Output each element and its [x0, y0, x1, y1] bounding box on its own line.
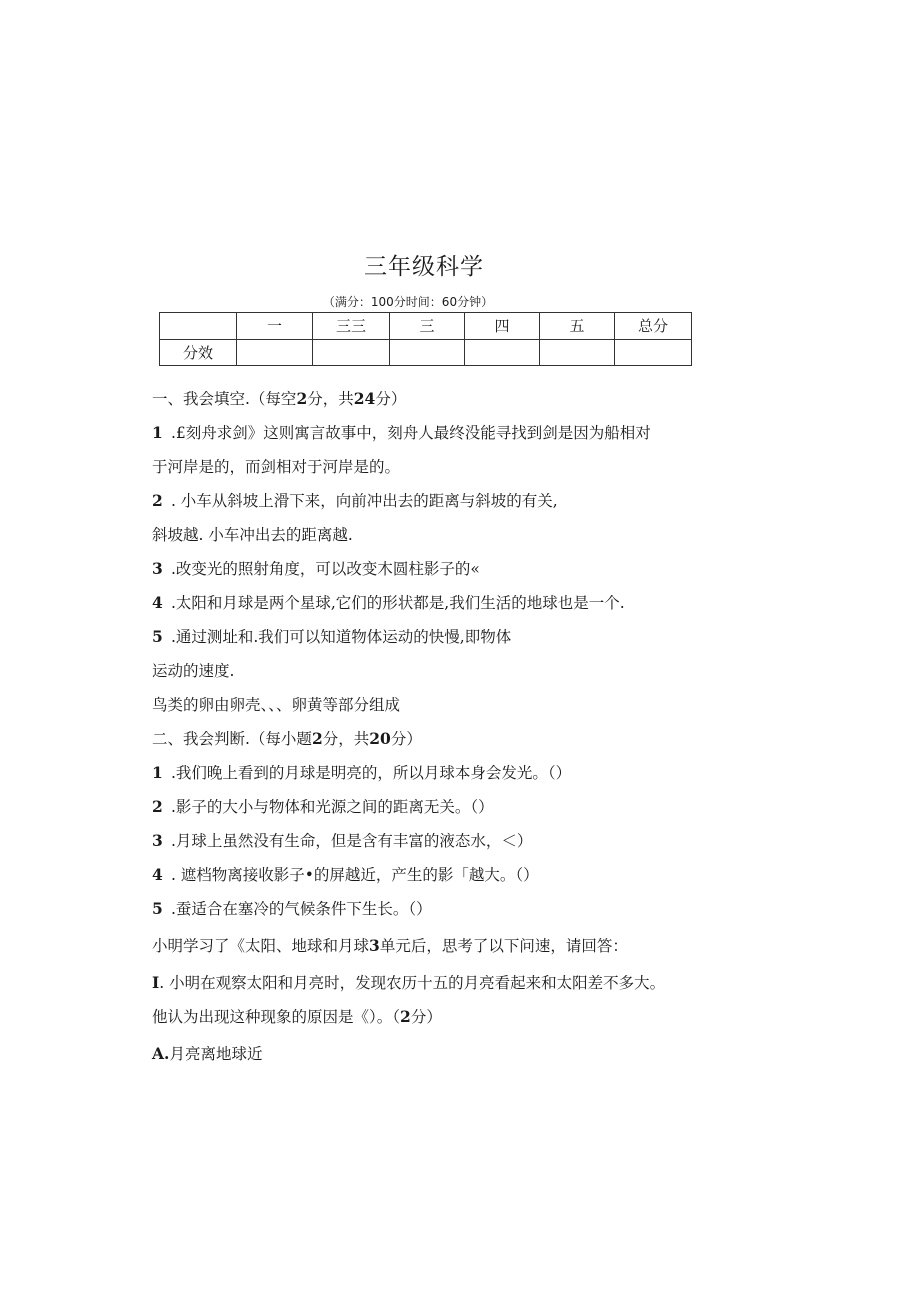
exam-info: （满分：100分时间：60分钟）: [322, 295, 494, 309]
question-number: 1: [152, 423, 163, 442]
question-number: 4: [152, 865, 163, 884]
judge-question-2: [152, 796, 872, 830]
fill-question-2-continued: 斜坡越. 小车冲出去的距离越.: [152, 526, 353, 544]
answer-question-1-continued: 他认为出现这种现象的原因是《）。（2分）: [152, 1007, 442, 1026]
question-text: .我们晚上看到的月球是明亮的，所以月球本身会发光。（）: [170, 764, 572, 782]
question-text: .改变光的照射角度，可以改变木圆柱影子的«: [170, 560, 480, 578]
option-text: 月亮离地球近: [169, 1045, 263, 1063]
judge-question-1: [152, 762, 872, 796]
fill-question-2: [152, 490, 872, 524]
question-number: I: [152, 973, 160, 992]
page-title: 三年级科学: [364, 254, 484, 280]
question-text: .£刻舟求剑》这则寓言故事中，刻舟人最终没能寻找到剑是因为船相对: [170, 424, 651, 442]
fill-question-3: [152, 558, 872, 592]
question-number: 5: [152, 899, 163, 918]
question-text: . 小明在观察太阳和月亮时，发现农历十五的月亮看起来和太阳差不多大。: [159, 974, 666, 992]
fill-question-5-continued: 运动的速度.: [152, 662, 235, 680]
fill-question-5: [152, 626, 872, 660]
fill-question-1-continued: 于河岸是的，而剑相对于河岸是的。: [152, 458, 401, 476]
score-header-cell: 总分: [615, 313, 692, 340]
question-number: 3: [152, 559, 163, 578]
score-cell[interactable]: [540, 339, 615, 366]
question-number: 3: [152, 831, 163, 850]
score-table-score-row: [160, 339, 692, 366]
section-1-heading: 一、我会填空.（每空2分，共24分）: [152, 389, 407, 408]
question-text: . 遮档物离接收影子•的屏越近，产生的影「越大。（）: [170, 866, 539, 884]
option-label: A.: [152, 1044, 170, 1063]
exam-content: [152, 388, 872, 1077]
section-3-intro: 小明学习了《太阳、地球和月球3单元后，思考了以下问速，请回答：: [152, 936, 628, 955]
fill-question-6: 鸟类的卵由卵壳、、、卵黄等部分组成: [152, 696, 401, 714]
judge-question-3: [152, 830, 872, 864]
question-number: 2: [152, 491, 163, 510]
fill-question-1: [152, 422, 872, 456]
question-text: .影子的大小与物体和光源之间的距离无关。（）: [170, 798, 494, 816]
question-number: 5: [152, 627, 163, 646]
score-header-cell: [160, 313, 237, 340]
question-text: .太阳和月球是两个星球,它们的形状都是,我们生活的地球也是一个.: [170, 594, 625, 612]
question-text: .月球上虽然没有生命，但是含有丰富的液态水，＜）: [170, 832, 533, 850]
question-text: . 小车从斜坡上滑下来，向前冲出去的距离与斜坡的有关,: [170, 492, 558, 510]
section-2-heading: 二、我会判断.（每小题2分，共20分）: [152, 729, 422, 748]
judge-question-5: [152, 898, 872, 935]
score-header-cell: 一: [237, 313, 313, 340]
question-number: 1: [152, 763, 163, 782]
question-number: 2: [152, 797, 163, 816]
score-header-cell: 五: [540, 313, 615, 340]
option-a[interactable]: [152, 1043, 872, 1077]
fill-question-4: [152, 592, 872, 626]
question-text: .蚕适合在塞冷的气候条件下生长。（）: [170, 900, 432, 918]
score-cell[interactable]: [615, 339, 692, 366]
score-cell[interactable]: [313, 339, 390, 366]
question-number: 4: [152, 593, 163, 612]
judge-question-4: [152, 864, 872, 898]
score-cell[interactable]: [465, 339, 540, 366]
score-cell[interactable]: [390, 339, 465, 366]
question-text: .通过测址和.我们可以知道物体运动的快慢,即物体: [170, 628, 512, 646]
score-table-header-row: [160, 313, 692, 340]
score-header-cell: 四: [465, 313, 540, 340]
score-cell[interactable]: [237, 339, 313, 366]
score-row-label: 分效: [160, 339, 237, 366]
score-table: [159, 312, 692, 366]
score-header-cell: 三: [390, 313, 465, 340]
answer-question-1: [152, 972, 872, 1006]
score-header-cell: 三三: [313, 313, 390, 340]
